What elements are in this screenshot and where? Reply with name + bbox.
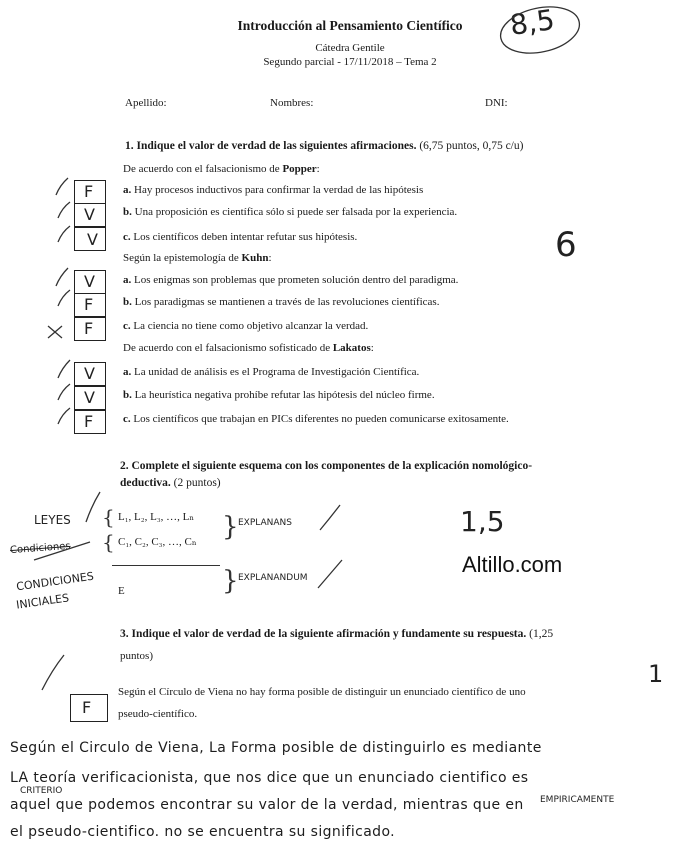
answer-mark: V [87, 230, 98, 249]
answer-mark: V [84, 272, 95, 291]
intro-post: : [316, 163, 320, 175]
answer-mark: F [84, 319, 94, 338]
item-letter: b. [123, 389, 132, 401]
item-letter: c. [123, 413, 131, 425]
conditions: C₁, C₂, C₃, …, Cₙ [118, 536, 197, 548]
q3-hw-line3: aquel que podemos encontrar su valor de la verdad, mientras que en [10, 797, 524, 813]
intro-bold: Lakatos [332, 342, 371, 354]
q2-title-line1: 2. Complete el siguiente esquema con los componentes de la explicación nomológico- [120, 460, 533, 472]
answer-mark: F [84, 412, 94, 431]
hw-condiciones-tachado: Condiciones [9, 540, 71, 557]
q3-points-a: (1,25 [529, 628, 554, 640]
nombres-label: Nombres: [270, 97, 314, 109]
answer-mark: F [84, 295, 94, 314]
q2-points: (2 puntos) [173, 477, 221, 489]
item-text: La ciencia no tiene como objetivo alcanzar la verdad. [133, 320, 369, 332]
answer-mark: V [84, 364, 95, 383]
apellido-label: Apellido: [125, 97, 167, 109]
brace-conditions-icon: { [102, 530, 115, 554]
item-text: La unidad de análisis es el Programa de Investigación Científica. [134, 366, 420, 378]
intro-pre: De acuerdo con el falsacionismo sofisticado de [123, 342, 333, 354]
q2-title-text: deductiva. [120, 477, 171, 489]
brace-laws-icon: { [102, 505, 115, 529]
hw-leyes: LEYES [34, 513, 71, 527]
q3-statement-line2: pseudo-científico. [118, 708, 198, 720]
brace-explanandum-icon: } [222, 566, 239, 596]
q3-hw-line4: el pseudo-cientifico. no se encuentra su significado. [10, 824, 396, 840]
dni-label: DNI: [485, 97, 508, 109]
q3-score-mark: 1 [648, 660, 664, 688]
exam-title: Introducción al Pensamiento Científico [237, 18, 463, 33]
item-letter: b. [123, 296, 132, 308]
q3-hw-line2: LA teoría verificacionista, que nos dice que un enunciado cientifico es [10, 770, 529, 786]
item-letter: b. [123, 206, 132, 218]
intro-pre: De acuerdo con el falsacionismo de [123, 163, 283, 175]
q3-statement-line1: Según el Círculo de Viena no hay forma posible de distinguir un enunciado científico de uno [118, 686, 526, 698]
brace-explanans-icon: } [222, 512, 239, 542]
item-text: Hay procesos inductivos para confirmar la verdad de las hipótesis [134, 184, 424, 196]
item-letter: a. [123, 184, 132, 196]
grade-mark: 8,5 [507, 3, 557, 42]
answer-mark: V [84, 388, 95, 407]
q1-title-text: 1. Indique el valor de verdad de las siguientes afirmaciones. [125, 140, 417, 152]
item-text: La heurística negativa prohíbe refutar las hipótesis del núcleo firme. [134, 389, 435, 401]
q3-title-text: 3. Indique el valor de verdad de la siguiente afirmación y fundamente su respuesta. [120, 628, 527, 640]
laws: L₁, L₂, L₃, …, Lₙ [118, 511, 195, 523]
hw-correction-empiricamente: EMPIRICAMENTE [540, 795, 615, 805]
item-text: Los enigmas son problemas que prometen solución dentro del paradigma. [134, 274, 459, 286]
brand-watermark: Altillo.com [462, 552, 563, 577]
hw-condiciones-line1: CONDICIONES [15, 569, 95, 594]
item-text: Los paradigmas se mantienen a través de las revoluciones científicas. [134, 296, 440, 308]
answer-mark: V [84, 205, 95, 224]
intro-post: : [268, 252, 272, 264]
item-text: Los científicos deben intentar refutar sus hipótesis. [133, 231, 358, 243]
item-letter: c. [123, 231, 131, 243]
hw-explanandum: EXPLANANDUM [238, 573, 308, 583]
item-text: Una proposición es científica sólo si puede ser falsada por la experiencia. [134, 206, 458, 218]
intro-bold: Kuhn [241, 252, 269, 264]
catedra: Cátedra Gentile [315, 42, 385, 54]
explanandum-symbol: E [118, 585, 125, 597]
item-letter: c. [123, 320, 131, 332]
item-letter: a. [123, 366, 132, 378]
q3-hw-line1: Según el Circulo de Viena, La Forma posible de distinguirlo es mediante [10, 740, 542, 756]
q2-score-mark: 1,5 [460, 505, 505, 538]
answer-mark: F [82, 698, 92, 717]
intro-post: : [370, 342, 374, 354]
q1-score-mark: 6 [555, 225, 577, 265]
item-letter: a. [123, 274, 132, 286]
hw-correction-criterio: CRITERIO [20, 786, 63, 796]
q3-points-b: puntos) [120, 650, 153, 662]
hw-explanans: EXPLANANS [238, 518, 292, 528]
hw-condiciones-line2: INICIALES [15, 591, 70, 612]
intro-pre: Según la epistemología de [123, 252, 242, 264]
answer-mark: F [84, 182, 94, 201]
item-text: Los científicos que trabajan en PICs diferentes no pueden comunicarse exitosamente. [133, 413, 509, 425]
intro-bold: Popper [282, 163, 317, 175]
exam-info: Segundo parcial - 17/11/2018 – Tema 2 [263, 56, 437, 68]
q1-points: (6,75 puntos, 0,75 c/u) [419, 140, 524, 152]
